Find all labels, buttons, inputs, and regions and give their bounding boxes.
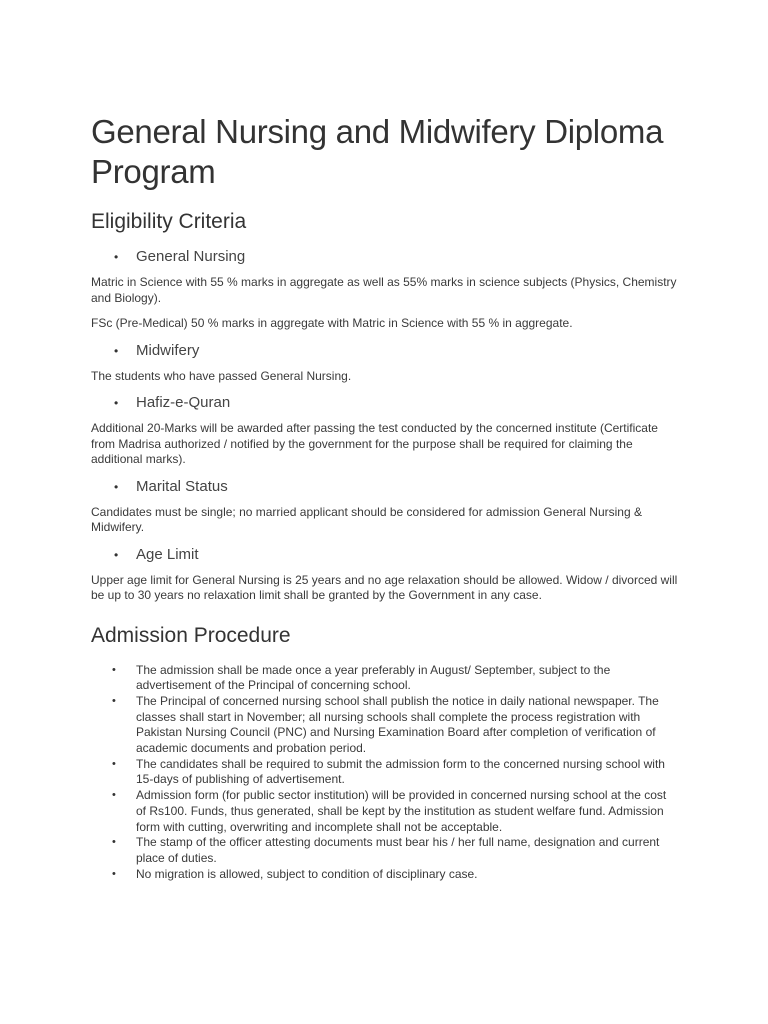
list-item	[91, 788, 681, 835]
list-item-text: The admission shall be made once a year preferably in August/ September, subject to the advertisement of the Principal of concerning school.	[136, 662, 611, 693]
list-item	[91, 694, 681, 757]
paragraph: FSc (Pre-Medical) 50 % marks in aggregate with Matric in Science with 55 % in aggregate.	[91, 316, 573, 330]
list-item-text: The candidates shall be required to submit the admission form to the concerned nursing school with 15-days of publishing of advertisement.	[136, 756, 665, 787]
document-page	[91, 112, 681, 882]
bullet-icon: •	[112, 836, 116, 849]
bullet-icon: •	[112, 663, 116, 676]
subheading-label: Marital Status	[136, 477, 228, 495]
paragraph: Candidates must be single; no married applicant should be considered for admission General Nursing & Midwifery.	[91, 504, 642, 534]
list-item-text: The stamp of the officer attesting documents must bear his / her full name, designation and current place of duties.	[136, 835, 660, 865]
admission-heading: Admission Procedure	[91, 623, 291, 647]
list-item	[91, 663, 681, 694]
subheading-label: Midwifery	[136, 341, 200, 359]
eligibility-heading: Eligibility Criteria	[91, 210, 247, 233]
list-item-text: Admission form (for public sector institution) will be provided in concerned nursing school at the cost of Rs100. Funds, thus generated, shall be kept by the institution as student welfare fund. Admission form with cutting, overwriting and incomplete shall not be acceptable.	[136, 788, 667, 834]
bullet-icon: •	[112, 694, 116, 707]
paragraph: Matric in Science with 55 % marks in aggregate as well as 55% marks in science subjects (Physics, Chemistry and Biology).	[91, 275, 677, 305]
document-title: General Nursing and Midwifery Diploma Program	[91, 113, 664, 190]
subheading-label: Age Limit	[136, 545, 199, 563]
bullet-icon: •	[114, 547, 119, 562]
bullet-icon: •	[114, 343, 119, 358]
list-item-text: No migration is allowed, subject to condition of disciplinary case.	[136, 866, 478, 881]
list-item	[91, 867, 681, 883]
paragraph: Upper age limit for General Nursing is 25 years and no age relaxation should be allowed. Widow / divorced will be up to 30 years no relaxation limit shall be granted by the Government in any case.	[91, 572, 678, 602]
list-item-text: The Principal of concerned nursing school shall publish the notice in daily national newspaper. The classes shall start in November; all nursing schools shall complete the process registration with Pakistan Nursing Council (PNC) and Nursing Examination Board after completion of verification of academic documents and probation period.	[136, 693, 659, 756]
bullet-icon: •	[112, 867, 116, 880]
list-item	[91, 835, 681, 866]
subheading-midwifery	[91, 342, 681, 360]
subheading-label: Hafiz-e-Quran	[136, 394, 231, 411]
subheading-hafiz-e-quran	[91, 394, 681, 412]
bullet-icon: •	[112, 757, 116, 770]
subheading-general-nursing	[91, 248, 681, 266]
subheading-marital-status	[91, 478, 681, 496]
list-item	[91, 757, 681, 788]
bullet-icon: •	[114, 479, 119, 494]
bullet-icon: •	[114, 396, 119, 410]
paragraph: The students who have passed General Nursing.	[91, 368, 352, 383]
bullet-icon: •	[114, 250, 119, 264]
subheading-age-limit	[91, 546, 681, 564]
paragraph: Additional 20-Marks will be awarded after passing the test conducted by the concerned institute (Certificate from Madrisa authorized / notified by the government for the purpose shall be required for claiming the additional marks).	[91, 421, 658, 466]
bullet-icon: •	[112, 789, 116, 802]
admission-procedure-list	[91, 663, 681, 883]
subheading-label: General Nursing	[136, 248, 246, 265]
